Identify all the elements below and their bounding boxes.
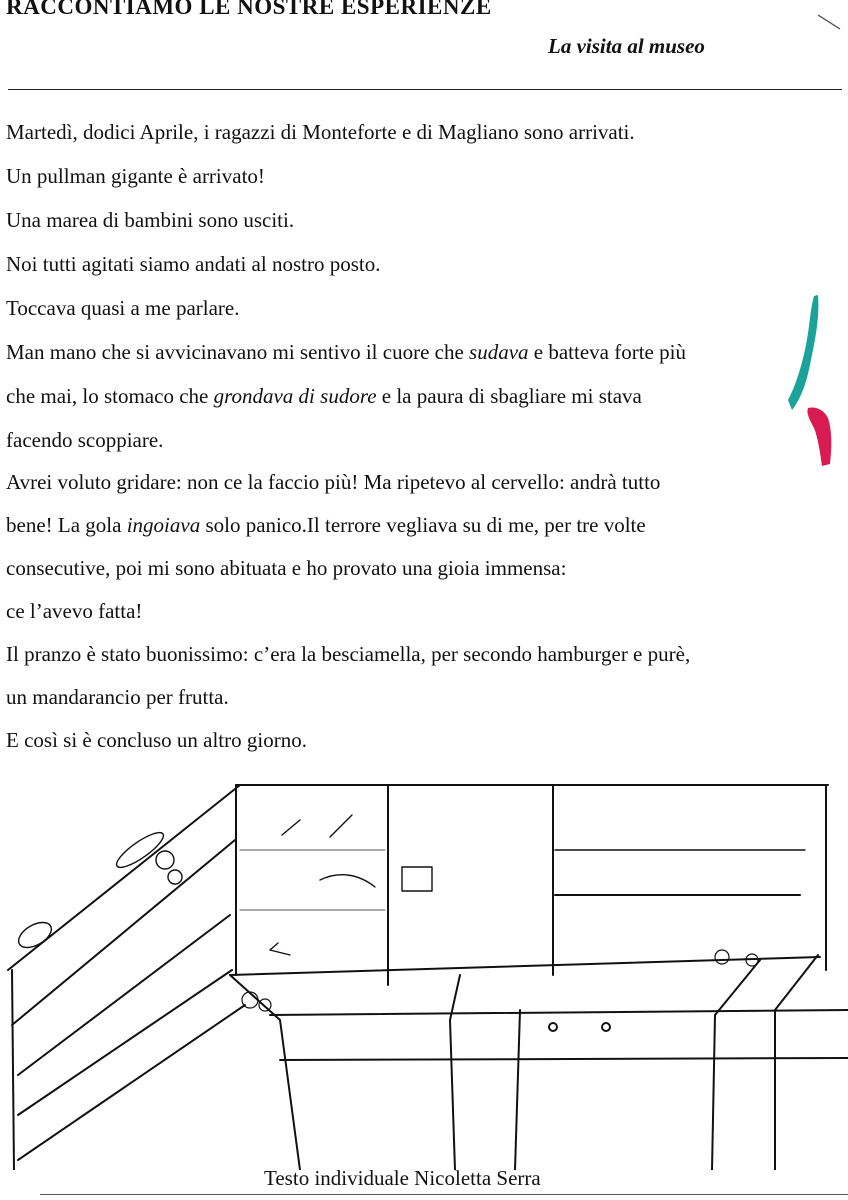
exhibit-box xyxy=(402,867,432,891)
story-line: ce l’avevo fatta! xyxy=(6,599,143,623)
caption-author: Testo individuale Nicoletta Serra xyxy=(264,1166,541,1190)
story-line: Una marea di bambini sono usciti. xyxy=(6,208,295,232)
exhibit-stick xyxy=(282,815,352,837)
left-case-shelf-3 xyxy=(18,1005,245,1160)
story-line: Un pullman gigante è arrivato! xyxy=(6,164,265,188)
story-line: facendo scoppiare. xyxy=(6,428,164,452)
exhibit-stone xyxy=(715,950,729,964)
exhibit-tool xyxy=(320,875,375,887)
counter-knob xyxy=(549,1023,557,1031)
counter-knob xyxy=(602,1023,610,1031)
story-line: che mai, lo stomaco che grondava di sudore e la paura di sbagliare mi stava xyxy=(6,384,642,408)
page-header-title: RACCONTIAMO LE NOSTRE ESPERIENZE xyxy=(6,0,492,19)
story-line: Il pranzo è stato buonissimo: c’era la besciamella, per secondo hamburger e purè, xyxy=(6,642,691,666)
left-case-frame xyxy=(12,970,14,1170)
left-case-shelf-1 xyxy=(18,915,230,1075)
counter-post-1 xyxy=(450,975,460,1170)
story-line: Martedì, dodici Aprile, i ragazzi di Monteforte e di Magliano sono arrivati. xyxy=(6,120,635,144)
left-case-shelf-2 xyxy=(18,970,232,1115)
page-subtitle: La visita al museo xyxy=(548,34,705,58)
story-line: Man mano che si avvicinavano mi sentivo il cuore che sudava e batteva forte più xyxy=(6,340,686,364)
story-line: un mandarancio per frutta. xyxy=(6,685,229,709)
italic-word: sudava xyxy=(469,340,529,364)
counter-post-3 xyxy=(712,960,760,1170)
crimson-marker-mark xyxy=(800,402,840,472)
corner-pen-mark xyxy=(816,12,842,32)
counter-post-4 xyxy=(775,955,818,1170)
story-line: consecutive, poi mi sono abituata e ho provato una gioia immensa: xyxy=(6,556,567,580)
counter-front-top xyxy=(270,1010,848,1015)
exhibit-shell xyxy=(156,851,174,869)
story-line: Toccava quasi a me parlare. xyxy=(6,296,240,320)
counter-front-bottom xyxy=(280,1058,848,1060)
exhibit-arrow xyxy=(270,943,290,955)
exhibit-stone xyxy=(259,999,271,1011)
counter-left-diagonal xyxy=(230,975,300,1170)
left-case-upper-edge xyxy=(12,840,235,1025)
story-line: E così si è concluso un altro giorno. xyxy=(6,728,307,752)
bottom-divider xyxy=(40,1194,848,1195)
counter-post-2 xyxy=(515,1010,520,1170)
exhibit-stone xyxy=(242,992,258,1008)
counter-top-edge xyxy=(230,957,820,975)
story-line: Avrei voluto gridare: non ce la faccio più! Ma ripetevo al cervello: andrà tutto xyxy=(6,470,661,494)
museum-sketch-drawing xyxy=(0,775,848,1170)
italic-phrase: grondava di sudore xyxy=(213,384,377,408)
teal-highlighter-mark xyxy=(780,290,830,420)
story-line: bene! La gola ingoiava solo panico.Il terrore vegliava su di me, per tre volte xyxy=(6,513,646,537)
header-divider xyxy=(8,89,842,90)
exhibit-shell xyxy=(168,870,182,884)
italic-word: ingoiava xyxy=(126,513,201,537)
story-line: Noi tutti agitati siamo andati al nostro posto. xyxy=(6,252,381,276)
